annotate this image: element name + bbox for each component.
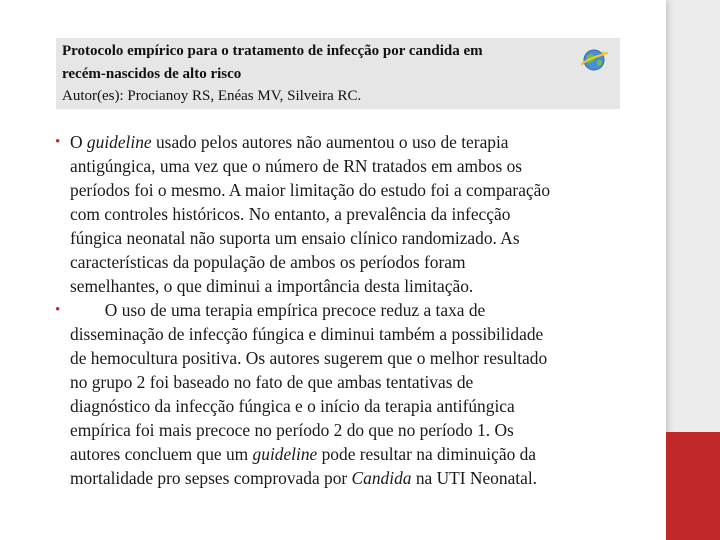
bullet-2-line: de hemocultura positiva. Os autores sugerem que o melhor resultado <box>70 348 548 368</box>
header-title-line-2: recém-nascidos de alto risco <box>62 66 242 82</box>
bullet-1-line: com controles históricos. No entanto, a prevalência da infecção <box>70 204 511 224</box>
emphasis-term: guideline <box>252 444 318 464</box>
bullet-1-line: antigúngica, uma vez que o número de RN tratados em ambos os <box>70 156 523 176</box>
bullet-marker: • <box>55 302 61 318</box>
emphasis-term: guideline <box>86 132 152 152</box>
bullet-2-line: diagnóstico da infecção fúngica e o início da terapia antifúngica <box>70 396 515 416</box>
header-authors: Autor(es): Procianoy RS, Enéas MV, Silveira RC. <box>62 88 362 104</box>
bullet-1-line: períodos foi o mesmo. A maior limitação do estudo foi a comparação <box>70 180 551 200</box>
bullet-2-line: O uso de uma terapia empírica precoce reduz a taxa de <box>70 300 486 320</box>
bullet-2-line: mortalidade pro sepses comprovada por Candida na UTI Neonatal. <box>70 468 538 488</box>
accent-block <box>666 432 720 540</box>
bullet-2-line: no grupo 2 foi baseado no fato de que ambas tentativas de <box>70 372 474 392</box>
bullet-1-line: O guideline usado pelos autores não aumentou o uso de terapia <box>70 132 509 152</box>
header-title-line-1: Protocolo empírico para o tratamento de infecção por candida em <box>62 43 483 59</box>
globe-icon <box>580 48 608 72</box>
bullet-2-line: autores concluem que um guideline pode resultar na diminuição da <box>70 444 537 464</box>
bullet-marker: • <box>55 134 61 150</box>
bullet-1-line: características da população de ambos os períodos foram <box>70 252 466 272</box>
bullet-2-line: empírica foi mais precoce no período 2 do que no período 1. Os <box>70 420 514 440</box>
bullet-2-line: disseminação de infecção fúngica e diminui também a possibilidade <box>70 324 544 344</box>
emphasis-term: Candida <box>351 468 412 488</box>
bullet-1-line: semelhantes, o que diminui a importância desta limitação. <box>70 276 474 296</box>
bullet-1-line: fúngica neonatal não suporta um ensaio clínico randomizado. As <box>70 228 520 248</box>
